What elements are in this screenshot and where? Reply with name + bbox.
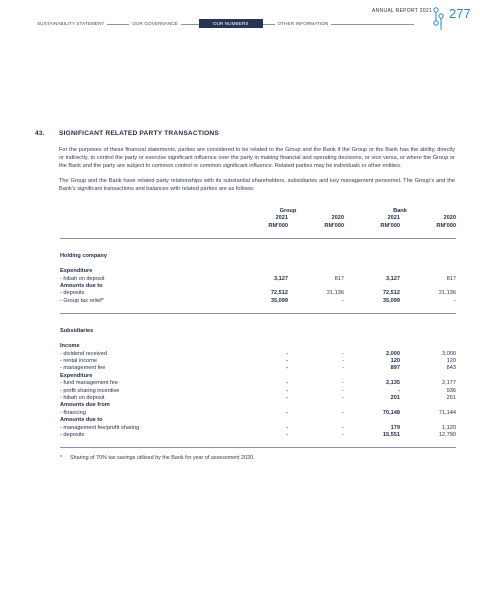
cell: 70,148: [382, 409, 400, 416]
cell: -: [286, 350, 288, 357]
bank-header: Bank: [393, 208, 407, 214]
row-label: - financing: [60, 409, 86, 416]
cell: -: [342, 297, 344, 304]
cell: 3,127: [274, 275, 288, 282]
bank-logo-icon: [433, 6, 445, 32]
cell: -: [286, 409, 288, 416]
table-row: [60, 358, 456, 365]
cell: -: [342, 409, 344, 416]
row-label: - management fee: [60, 365, 106, 372]
unit-header: RM’000: [268, 222, 288, 229]
cell: -: [342, 432, 344, 439]
table-row: [60, 410, 456, 417]
row-label: - fund management fee: [60, 380, 118, 387]
unit-header: RM’000: [324, 222, 344, 229]
subheading: Expenditure: [60, 372, 93, 379]
year-header: 2020: [331, 215, 344, 222]
cell: -: [286, 387, 288, 394]
relationships-paragraph: The Group and the Bank have related party relationships with its substantial shareholders, subsidiaries and key management personnel. The Group’s and the Bank’s significant transactions and balances with related parties are as follows:: [59, 177, 455, 192]
cell: 120: [446, 358, 456, 364]
related-party-table: [60, 208, 456, 455]
category-label: Holding company: [60, 253, 107, 260]
table-row: [60, 365, 456, 372]
table-row: [60, 351, 456, 358]
year-header: 2021: [275, 215, 288, 222]
row-label: - deposits: [60, 290, 85, 297]
report-title: ANNUAL REPORT 2021: [372, 8, 433, 14]
row-label: - Group tax relief*: [60, 297, 104, 304]
table-row: [60, 395, 456, 402]
table-row: [60, 290, 456, 297]
row-label: - profit sharing incentive: [60, 387, 120, 394]
tab-our-governance[interactable]: OUR GOVERNANCE: [129, 19, 181, 28]
cell: 201: [390, 395, 400, 402]
row-label: - hibah on deposit: [60, 395, 105, 402]
cell: -: [342, 365, 344, 372]
cell: -: [454, 297, 456, 304]
subheading: Amounts due to: [60, 417, 103, 424]
cell: 21,136: [326, 290, 344, 297]
cell: -: [342, 380, 344, 387]
table-row: [60, 298, 456, 305]
cell: 12,790: [438, 432, 456, 439]
group-header: Group: [279, 208, 297, 214]
cell: 843: [446, 365, 456, 372]
subheading: Amounts due from: [60, 402, 110, 409]
row-label: - management fee/profit sharing: [60, 424, 140, 431]
cell: 897: [390, 365, 400, 372]
year-header: 2020: [443, 215, 456, 222]
cell: -: [286, 395, 288, 402]
top-navigation: [34, 14, 414, 36]
tab-other-information[interactable]: OTHER INFORMATION: [275, 19, 332, 28]
nav-tabs: [34, 19, 331, 28]
cell: 817: [334, 275, 344, 282]
cell: -: [286, 424, 288, 431]
table-row: [60, 276, 456, 283]
subheading: Amounts due to: [60, 283, 103, 289]
cell: 179: [390, 424, 400, 431]
section-number: 43.: [35, 130, 45, 137]
row-label: - deposits: [60, 432, 85, 439]
section-heading: [35, 130, 455, 137]
section-title: SIGNIFICANT RELATED PARTY TRANSACTIONS: [59, 130, 219, 137]
row-label: - dividend received: [60, 350, 107, 357]
cell: -: [286, 365, 288, 372]
cell: -: [342, 387, 344, 394]
row-label: - rental income: [60, 358, 97, 364]
table-row: [60, 380, 456, 387]
cell: 72,512: [270, 290, 288, 297]
cell: 2,000: [386, 350, 400, 357]
footnote-mark: *: [60, 455, 63, 461]
cell: 120: [390, 358, 400, 364]
cell: 2,177: [442, 380, 456, 387]
cell: -: [286, 380, 288, 387]
subheading: Income: [60, 343, 80, 350]
cell: 21,136: [438, 290, 456, 297]
cell: 72,512: [382, 290, 400, 297]
cell: -: [286, 432, 288, 439]
cell: 261: [446, 395, 456, 402]
subheading: Expenditure: [60, 268, 93, 275]
cell: 1,120: [442, 424, 456, 431]
cell: -: [398, 387, 400, 394]
footnote-text: Sharing of 70% tax savings utilised by the Bank for year of assessment 2020.: [70, 455, 255, 461]
table-row: [60, 388, 456, 395]
cell: 3,127: [386, 275, 400, 282]
cell: -: [342, 350, 344, 357]
cell: 35,099: [270, 297, 288, 304]
cell: 35,099: [382, 297, 400, 304]
cell: -: [342, 424, 344, 431]
related-party-section: [35, 130, 455, 193]
cell: 817: [446, 275, 456, 282]
page-number: 277: [449, 6, 471, 21]
table-row: [60, 425, 456, 432]
cell: -: [342, 358, 344, 364]
cell: 3,000: [442, 350, 456, 357]
definition-paragraph: For the purposes of these financial statements, parties are considered to be related to the Group and the Bank if the Group or the Bank has the ability, directly or indirectly, to control the party or exercise significant influence over the party in making financial and operating decisions, or vice versa, or where the Group or the Bank and the party are subject to common control or common significant influence. Related parties may be individuals or other entities.: [59, 147, 455, 170]
tab-sustainability-statement[interactable]: SUSTAINABILITY STATEMENT: [34, 19, 107, 28]
cell: -: [286, 358, 288, 364]
cell: -: [342, 395, 344, 402]
cell: 71,144: [438, 409, 456, 416]
unit-header: RM’000: [380, 222, 400, 229]
unit-header: RM’000: [436, 222, 456, 229]
footnote: [60, 455, 255, 461]
table-row: [60, 432, 456, 439]
category-label: Subsidiaries: [60, 328, 94, 335]
cell: 936: [446, 387, 456, 394]
year-header: 2021: [387, 215, 400, 222]
cell: 2,135: [386, 380, 400, 387]
tab-our-numbers[interactable]: OUR NUMBERS: [199, 19, 263, 28]
row-label: - hibah on deposit: [60, 275, 105, 282]
cell: 15,551: [382, 432, 400, 439]
